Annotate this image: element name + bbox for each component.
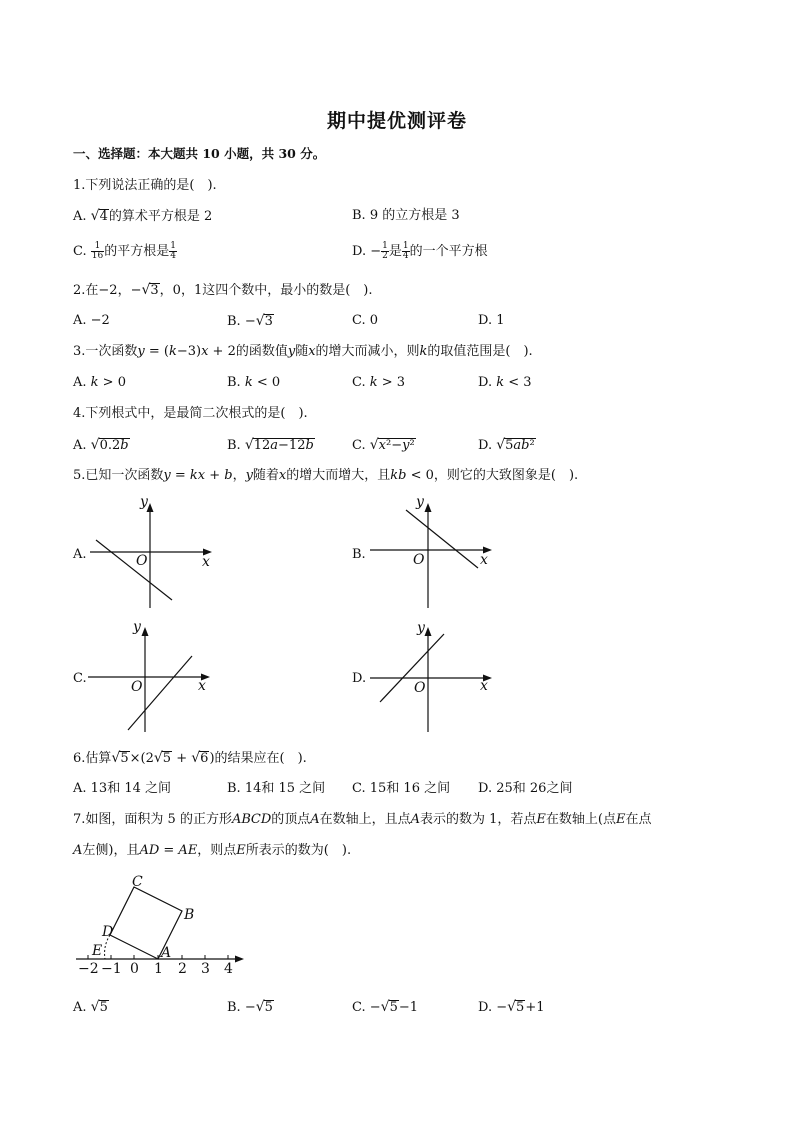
- x-axis-label: x: [202, 554, 210, 570]
- page-title: 期中提优测评卷: [326, 110, 467, 132]
- x-axis-label: x: [480, 552, 488, 568]
- tick-label: −2: [78, 961, 99, 977]
- q3-option-d: D. 𝑘 < 3: [478, 375, 532, 390]
- q2-option-d: D. 1: [478, 313, 505, 328]
- q7-stem-line1: 7.如图，面积为 5 的正方形𝐴𝐵𝐶𝐷的顶点𝐴在数轴上，且点𝐴表示的数为 1，若点𝐸在数轴上(点𝐸在点: [73, 812, 652, 827]
- q4-option-c: C. √𝑥²−𝑦²: [352, 437, 415, 453]
- q3-stem: 3.一次函数𝑦 = (𝑘−3)𝑥 + 2的函数值𝑦随𝑥的增大而减小，则𝑘的取值范围是( ).: [73, 344, 533, 359]
- origin-label: O: [413, 552, 425, 568]
- q5-graph-b: [370, 494, 500, 612]
- q6-option-c: C. 15和 16 之间: [352, 781, 451, 796]
- q1-option-b: B. 9 的立方根是 3: [352, 208, 460, 223]
- q3-option-b: B. 𝑘 < 0: [227, 375, 281, 390]
- origin-label: O: [131, 679, 143, 695]
- q7-option-d: D. −√5+1: [478, 999, 545, 1015]
- q7-option-a: A. √5: [73, 999, 108, 1015]
- q2-option-b: B. −√3: [227, 313, 273, 329]
- q6-option-a: A. 13和 14 之间: [73, 781, 172, 796]
- q1-option-d: D. − $\frac{1}{2}$ 是 $\frac{1}{4}$ 的一个平方根: [352, 241, 488, 261]
- q6-option-b: B. 14和 15 之间: [227, 781, 326, 796]
- tick-label: 2: [178, 961, 187, 977]
- x-axis-label: x: [198, 678, 206, 694]
- x-axis-label: x: [480, 678, 488, 694]
- q6-option-d: D. 25和 26之间: [478, 781, 573, 796]
- q5-label-b: B.: [352, 547, 366, 562]
- y-axis-label: y: [133, 619, 141, 635]
- origin-label: O: [414, 680, 426, 696]
- tick-label: 0: [130, 961, 139, 977]
- q3-option-c: C. 𝑘 > 3: [352, 375, 406, 390]
- q5-label-d: D.: [352, 671, 367, 686]
- q6-stem: 6.估算√5×(2√5 + √6)的结果应在( ).: [73, 750, 307, 766]
- y-axis-label: y: [417, 620, 425, 636]
- tick-label: −1: [101, 961, 122, 977]
- point-a-label: A: [161, 945, 172, 961]
- y-axis-label: y: [416, 494, 424, 510]
- q1-option-a: A. √4的算术平方根是 2: [73, 208, 213, 224]
- y-axis-label: y: [140, 494, 148, 510]
- q2-stem: 2.在−2，−√3，0，1这四个数中，最小的数是( ).: [73, 282, 373, 298]
- q4-stem: 4.下列根式中，是最简二次根式的是( ).: [73, 406, 308, 421]
- q5-graph-c: [88, 618, 218, 736]
- q5-label-a: A.: [73, 547, 87, 562]
- q2-option-a: A. −2: [73, 313, 110, 328]
- q7-stem-line2: 𝐴左侧)，且𝐴𝐷 = 𝐴𝐸，则点𝐸所表示的数为( ).: [73, 843, 352, 858]
- q1-option-c: C. $\frac{1}{16}$ 的平方根是 $\frac{1}{4}$: [73, 241, 176, 261]
- q5-graph-d: [370, 618, 500, 736]
- tick-label: 1: [154, 961, 163, 977]
- q2-option-c: C. 0: [352, 313, 379, 328]
- q7-option-c: C. −√5−1: [352, 999, 419, 1015]
- point-e-label: E: [92, 943, 103, 959]
- tick-label: 3: [201, 961, 210, 977]
- q4-option-b: B. √12𝑎−12𝑏: [227, 437, 314, 453]
- q7-number-line-figure: [72, 872, 252, 980]
- point-b-label: B: [184, 907, 195, 923]
- origin-label: O: [136, 553, 148, 569]
- q3-option-a: A. 𝑘 > 0: [73, 375, 126, 390]
- q5-label-c: C.: [73, 671, 87, 686]
- q5-stem: 5.已知一次函数𝑦 = 𝑘𝑥 + 𝑏，𝑦随着𝑥的增大而增大，且𝑘𝑏 < 0，则它的大致图象是( ).: [73, 468, 579, 483]
- q5-graph-a: [90, 494, 220, 612]
- point-d-label: D: [102, 924, 114, 940]
- point-c-label: C: [132, 874, 143, 890]
- section-heading: 一、选择题：本大题共 10 小题，共 30 分。: [73, 146, 326, 161]
- q1-stem: 1.下列说法正确的是( ).: [73, 178, 217, 193]
- q4-option-d: D. √5𝑎𝑏²: [478, 437, 535, 453]
- q7-option-b: B. −√5: [227, 999, 273, 1015]
- tick-label: 4: [224, 961, 233, 977]
- q4-option-a: A. √0.2𝑏: [73, 437, 129, 453]
